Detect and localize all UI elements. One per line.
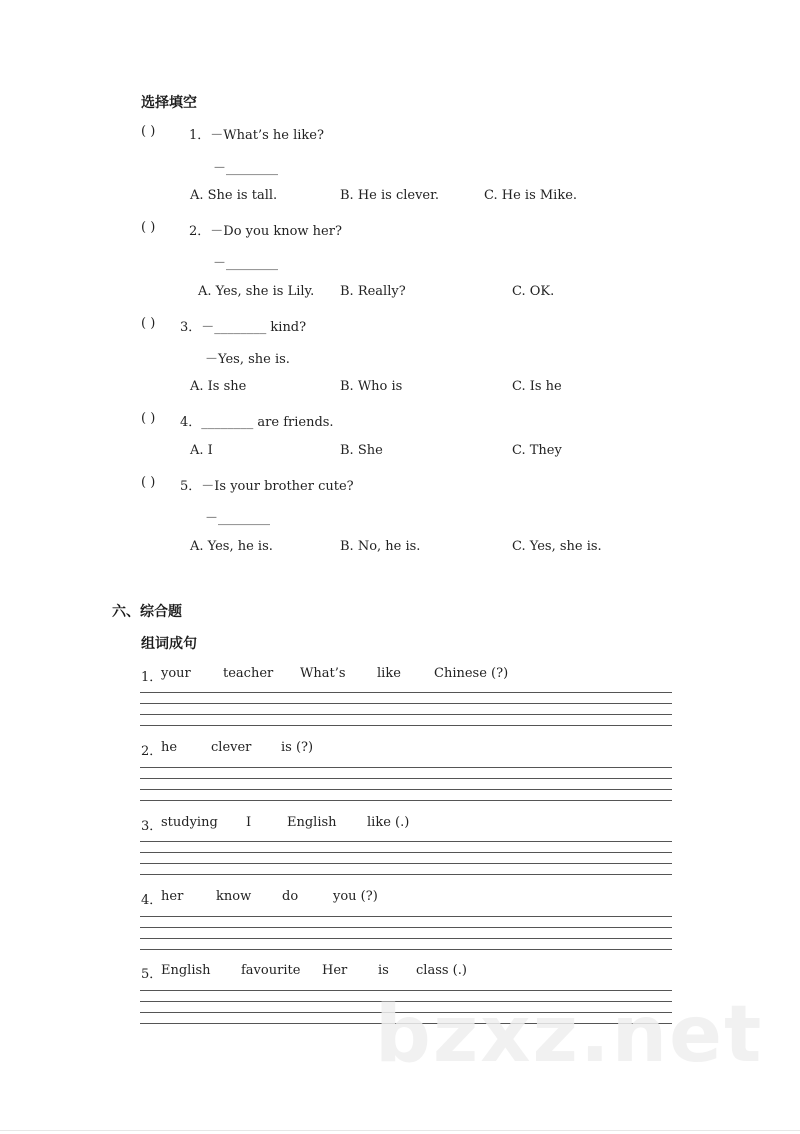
- answer-blank: －________: [213, 256, 279, 271]
- word: is (?): [281, 740, 314, 755]
- word: clever: [211, 740, 252, 755]
- answer-paren: ( ): [141, 220, 156, 235]
- word: class (.): [416, 963, 467, 978]
- section-heading-multiple-choice: 选择填空: [141, 95, 197, 111]
- option-c: C. Is he: [512, 379, 562, 394]
- option-c: C. He is Mike.: [484, 188, 578, 203]
- subheading-sentence-ordering: 组词成句: [141, 636, 197, 652]
- answer-blank: －________: [205, 511, 271, 526]
- question-text: 1．－What’s he like?: [189, 128, 324, 143]
- word: teacher: [223, 666, 274, 681]
- word: like: [377, 666, 401, 681]
- word: studying: [161, 815, 218, 830]
- word: he: [161, 740, 178, 755]
- item-number: 1．: [141, 670, 163, 685]
- section-heading-comprehensive: 六、综合题: [112, 604, 182, 620]
- option-b: B. Really?: [340, 284, 406, 299]
- item-number: 4．: [141, 893, 163, 908]
- answer-paren: ( ): [141, 411, 156, 426]
- option-a: A. Yes, she is Lily.: [198, 284, 315, 299]
- word: know: [216, 889, 252, 904]
- answer-text: －Yes, she is.: [205, 352, 290, 367]
- page-bottom-edge: [0, 1130, 800, 1131]
- option-a: A. I: [190, 443, 213, 458]
- word: Chinese (?): [434, 666, 509, 681]
- word: like (.): [367, 815, 410, 830]
- option-b: B. No, he is.: [340, 539, 421, 554]
- answer-paren: ( ): [141, 124, 156, 139]
- option-c: C. Yes, she is.: [512, 539, 602, 554]
- item-number: 5．: [141, 967, 163, 982]
- word: I: [246, 815, 252, 830]
- option-b: B. He is clever.: [340, 188, 440, 203]
- option-a: A. Yes, he is.: [190, 539, 273, 554]
- question-text: 2．－Do you know her?: [189, 224, 342, 239]
- word: your: [161, 666, 191, 681]
- word: is: [378, 963, 389, 978]
- word: What’s: [300, 666, 346, 681]
- option-a: A. Is she: [190, 379, 247, 394]
- question-text: 4．________ are friends.: [180, 415, 334, 430]
- word: English: [161, 963, 211, 978]
- word: Her: [322, 963, 348, 978]
- question-text: 3．－________ kind?: [180, 320, 307, 335]
- item-number: 2．: [141, 744, 163, 759]
- answer-blank: －________: [213, 161, 279, 176]
- answer-paren: ( ): [141, 316, 156, 331]
- item-number: 3．: [141, 819, 163, 834]
- word: her: [161, 889, 184, 904]
- question-text: 5．－Is your brother cute?: [180, 479, 354, 494]
- word: you (?): [333, 889, 378, 904]
- word: favourite: [241, 963, 301, 978]
- answer-paren: ( ): [141, 475, 156, 490]
- option-c: C. OK.: [512, 284, 555, 299]
- word: English: [287, 815, 337, 830]
- option-b: B. She: [340, 443, 383, 458]
- option-c: C. They: [512, 443, 562, 458]
- word: do: [282, 889, 299, 904]
- option-a: A. She is tall.: [190, 188, 278, 203]
- site-watermark: bzxz.net: [375, 990, 764, 1080]
- option-b: B. Who is: [340, 379, 403, 394]
